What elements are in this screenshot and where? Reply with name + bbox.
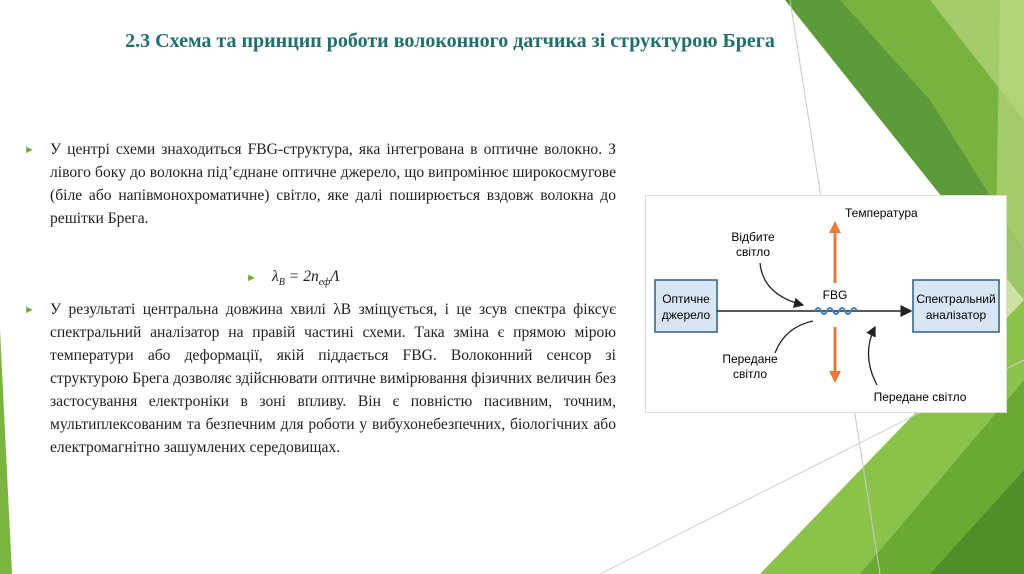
source-label-line1: Оптичне [662, 292, 710, 306]
reflected-label-line2: світло [735, 245, 771, 259]
paragraph-results: У результаті центральна довжина хвилі λB зміщується, і це зсув спектра фіксує спектральний аналізатор на правій частині схеми. Така зміна є прямою мірою температури або деформації, якій піддається FBG. Волоконний сенсор зі структурою Брега дозволяє здійснювати оптичне вимірювання фізичних величин без застосування електроніки в зоні впливу. Він є повністю пасивним, точним, мультиплексованим та безпечним для роботи у вибухонебезпечних, біологічних або електромагнітно зашумлених середовищах. [50, 301, 616, 456]
transmitted-left-line2: світло [732, 367, 768, 381]
fbg-sensor-diagram [645, 195, 1007, 413]
bullet-arrow-icon: ► [24, 144, 35, 156]
fbg-label: FBG [822, 288, 848, 302]
page-title: 2.3 Схема та принцип роботи волоконного датчика зі структурою Брега [125, 30, 775, 52]
source-label-line2: джерело [661, 308, 711, 322]
analyzer-box [913, 280, 999, 332]
temperature-label: Температура [845, 206, 918, 220]
paragraph-intro: У центрі схеми знаходиться FBG-структура, яка інтегрована в оптичне волокно. З лівого боку до волокна під’єднане оптичне джерело, що випромінює широкосмугове (біле або напівмонохроматичне) світло, яке далі поширюється вздовж волокна до решітки Брега. [50, 141, 616, 227]
analyzer-label-line2: аналізатор [925, 308, 987, 322]
bragg-formula: $\lambda_B = 2n_{еф}\Lambda$ [272, 268, 340, 289]
transmitted-right-label: Передане світло [873, 390, 967, 404]
analyzer-label-line1: Спектральний [916, 292, 996, 306]
source-box [655, 280, 717, 332]
bullet-arrow-icon: ► [246, 272, 257, 284]
transmitted-left-line1: Передане [722, 352, 778, 366]
reflected-label-line1: Відбите [731, 230, 775, 244]
bullet-arrow-icon: ► [24, 304, 35, 316]
